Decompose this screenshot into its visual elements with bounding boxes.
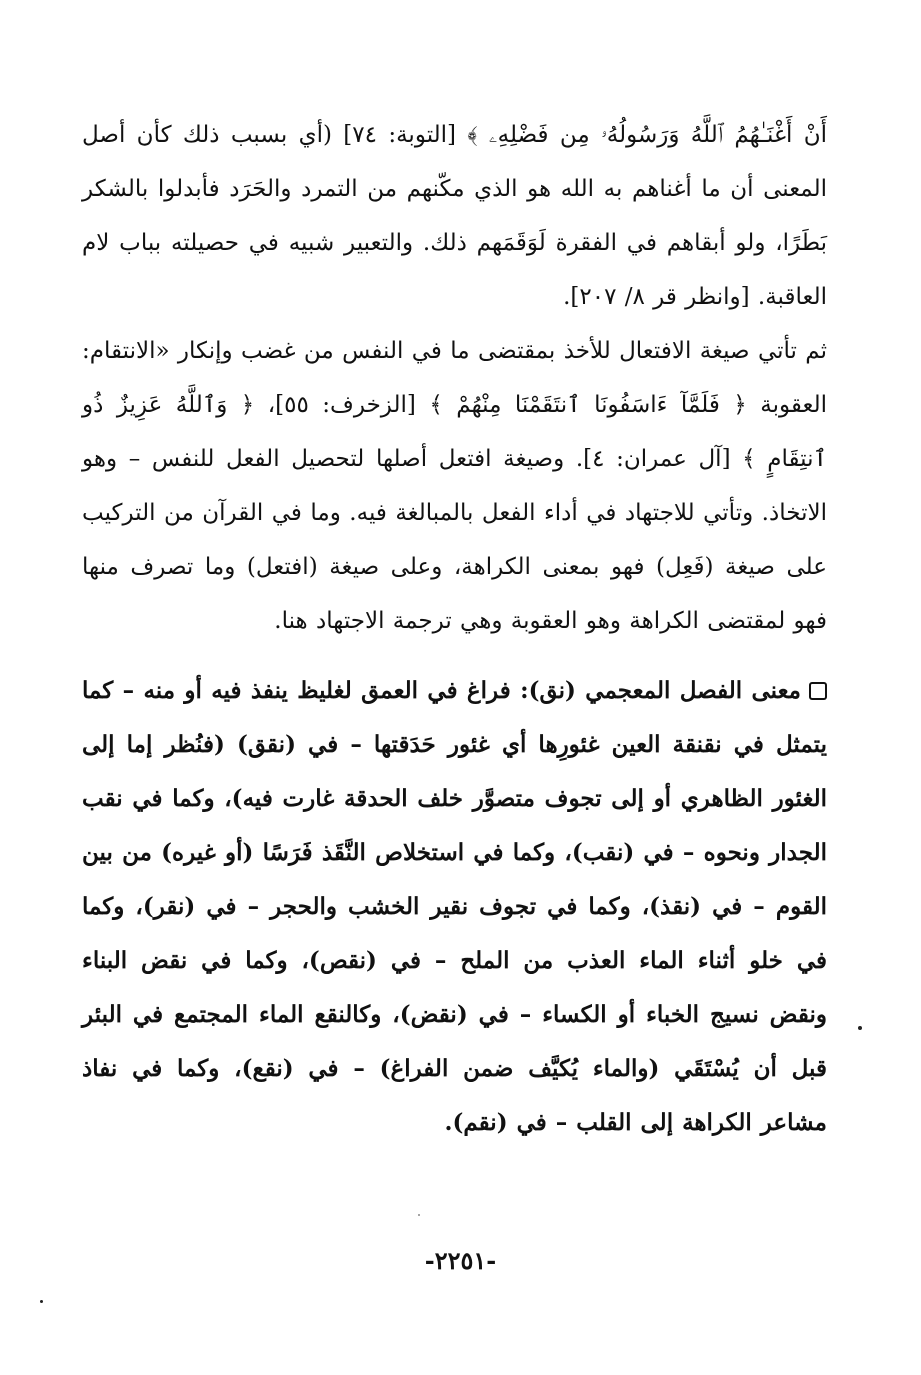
paragraph-2-text: ثم تأتي صيغة الافتعال للأخذ بمقتضى ما في النفس من غضب وإنكار «الانتقام: العقوبة ﴿ فَلَمَّآ ءَاسَفُونَا ٱنتَقَمْنَا مِنْهُمْ ﴾ [الزخرف: ٥٥]، ﴿ وَٱللَّهُ عَزِيزٌ ذُو ٱنتِقَامٍ ﴾ [آل عمران: ٤]. وصيغة افتعل أصلها لتحصيل الفعل للنفس – وهو الاتخاذ. وتأتي للاجتهاد في أداء الفعل بالمبالغة فيه. وما في القرآن من التركيب على صيغة (فَعِل) فهو بمعنى الكراهة، وعلى صيغة (افتعل) وما تصرف منها فهو لمقتضى الكراهة وهو العقوبة وهي ترجمة الاجتهاد هنا. bbox=[82, 338, 827, 634]
paragraph-3-text: معنى الفصل المعجمي (نق): فراغ في العمق لغليظ ينفذ فيه أو منه – كما يتمثل في نقنقة العين غئورِها أي غئور حَدَقتها – في (نقق) (فنُظر إما إلى الغئور الظاهري أو إلى تجوف متصوَّر خلف الحدقة غارت فيه)، وكما في نقب الجدار ونحوه – في (نقب)، وكما في استخلاص النَّقَذ فَرَسًا (أو غيره) من بين القوم – في (نقذ)، وكما في تجوف نقير الخشب والحجر – في (نقر)، وكما في خلو أثناء الماء العذب من الملح – في (نقص)، وكما في نقض البناء ونقض نسيج الخباء أو الكساء – في (نقض)، وكالنقع الماء المجتمع في البئر قبل أن يُسْتَقَي (والماء يُكيَّف ضمن الفراغ) – في (نقع)، وكما في نفاذ مشاعر الكراهة إلى القلب – في (نقم). bbox=[82, 677, 827, 1136]
paragraph-1-text: أَنْ أَغْنَـٰهُمُ ٱللَّهُ وَرَسُولُهُۥ مِن فَضْلِهِۦ ﴾ [التوبة: ٧٤] (أي بسبب ذلك كأن أصل المعنى أن ما أغناهم به الله هو الذي مكّنهم من التمرد والحَرَد فأبدلوا بالشكر بَطَرًا، ولو أبقاهم في الفقرة لَوَقَمَهم ذلك. والتعبير شبيه في حصيلته بباب لام العاقبة. [وانظر قر ٨/ ٢٠٧]. bbox=[82, 122, 827, 310]
scan-speck bbox=[40, 1300, 43, 1303]
square-bullet-icon bbox=[809, 682, 827, 700]
scan-speck bbox=[858, 1026, 862, 1030]
scan-speck bbox=[418, 1214, 420, 1216]
page-number: -٢٢٥١- bbox=[424, 1246, 497, 1275]
paragraph-1 bbox=[82, 108, 827, 324]
paragraph-3 bbox=[82, 664, 827, 1150]
paragraph-2 bbox=[82, 324, 827, 648]
paragraph-3-line bbox=[82, 664, 827, 1150]
